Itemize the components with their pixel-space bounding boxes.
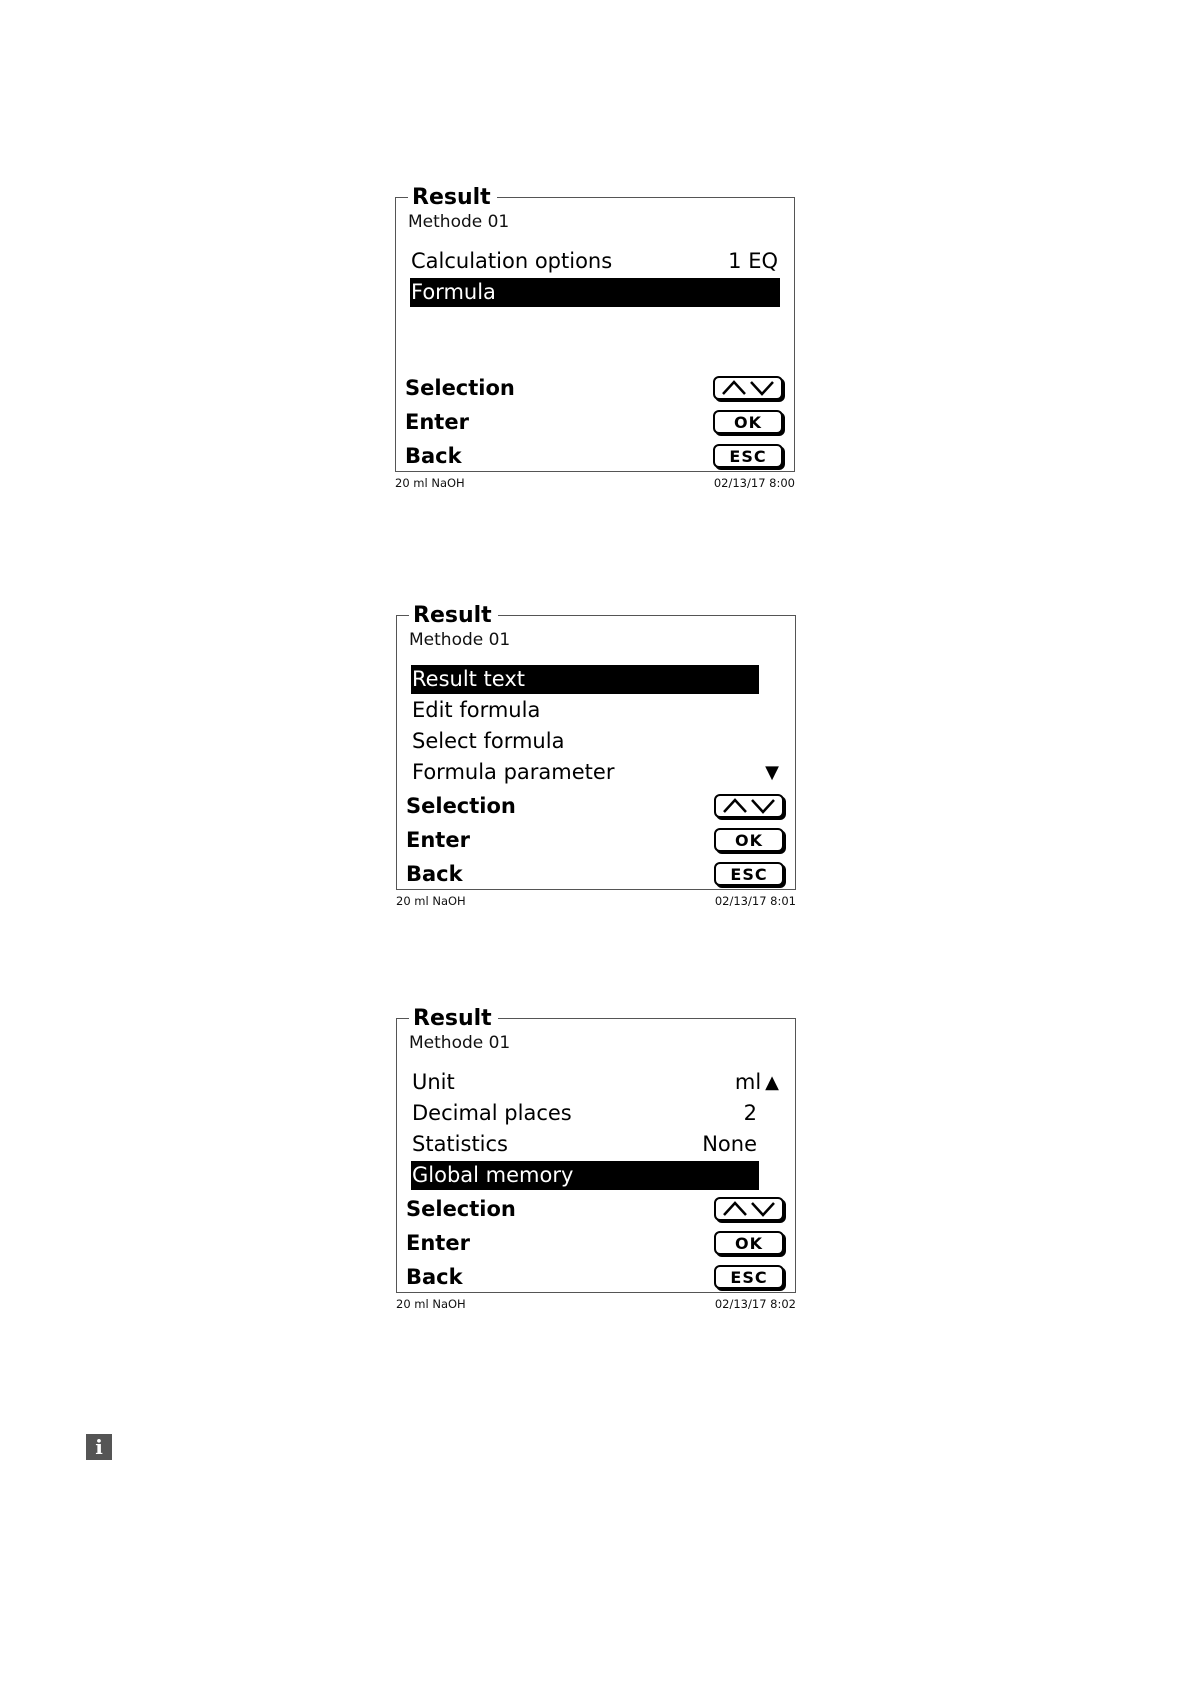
menu-item-decimal-places[interactable] xyxy=(411,1099,759,1128)
back-label: Back xyxy=(406,862,463,886)
status-bar xyxy=(396,1297,796,1311)
timestamp: 02/13/17 8:01 xyxy=(714,894,796,908)
reagent-status: 20 ml NaOH xyxy=(396,1297,466,1311)
menu-item-label: Unit xyxy=(412,1070,455,1094)
enter-control xyxy=(405,407,787,437)
status-bar xyxy=(396,894,796,908)
enter-label: Enter xyxy=(406,828,470,852)
timestamp: 02/13/17 8:02 xyxy=(714,1297,796,1311)
menu-item-label: Statistics xyxy=(412,1132,508,1156)
status-bar xyxy=(395,476,795,490)
scroll-down-icon: ▼ xyxy=(765,762,779,783)
screen-title: Result xyxy=(408,185,497,211)
up-down-arrows-icon xyxy=(720,379,776,397)
timestamp: 02/13/17 8:00 xyxy=(713,476,795,490)
ok-key[interactable]: OK xyxy=(714,828,784,852)
selection-label: Selection xyxy=(406,794,516,818)
info-icon: i xyxy=(86,1434,112,1460)
selection-control xyxy=(405,373,787,403)
menu-item-value: 2 xyxy=(743,1101,757,1125)
menu-item-formula-parameter[interactable] xyxy=(411,758,781,787)
menu-item-label: Select formula xyxy=(412,729,565,753)
up-down-key[interactable] xyxy=(714,1197,784,1221)
menu-item-label: Formula parameter xyxy=(412,760,615,784)
method-name: Methode 01 xyxy=(408,212,510,232)
esc-key[interactable]: ESC xyxy=(714,1265,784,1289)
back-control xyxy=(406,859,788,889)
reagent-status: 20 ml NaOH xyxy=(395,476,465,490)
menu-item-edit-formula[interactable] xyxy=(411,696,759,725)
menu-item-label: Result text xyxy=(412,667,526,691)
menu-item-label: Decimal places xyxy=(412,1101,572,1125)
ok-key[interactable]: OK xyxy=(714,1231,784,1255)
enter-control xyxy=(406,1228,788,1258)
scroll-up-icon: ▲ xyxy=(765,1072,779,1093)
method-name: Methode 01 xyxy=(409,630,511,650)
menu-item-value: ml xyxy=(734,1070,762,1094)
selection-control xyxy=(406,1194,788,1224)
selection-control xyxy=(406,791,788,821)
menu-item-result-text[interactable] xyxy=(411,665,759,694)
menu-item-label: Formula xyxy=(411,280,496,304)
selection-label: Selection xyxy=(406,1197,516,1221)
menu-item-statistics[interactable] xyxy=(411,1130,759,1159)
method-name: Methode 01 xyxy=(409,1033,511,1053)
menu-item-value: None xyxy=(702,1132,757,1156)
menu-item-unit[interactable] xyxy=(411,1068,781,1097)
menu-item-label: Global memory xyxy=(412,1163,574,1187)
esc-key[interactable]: ESC xyxy=(713,444,783,468)
menu-item-label: Calculation options xyxy=(411,249,613,273)
up-down-arrows-icon xyxy=(721,797,777,815)
menu-item-formula[interactable] xyxy=(410,278,780,307)
menu-item-label: Edit formula xyxy=(412,698,541,722)
up-down-key[interactable] xyxy=(713,376,783,400)
menu-item-value: 1 EQ xyxy=(728,249,778,273)
enter-control xyxy=(406,825,788,855)
back-control xyxy=(405,441,787,471)
esc-key[interactable]: ESC xyxy=(714,862,784,886)
screen-title: Result xyxy=(409,603,498,629)
back-label: Back xyxy=(406,1265,463,1289)
selection-label: Selection xyxy=(405,376,515,400)
enter-label: Enter xyxy=(406,1231,470,1255)
back-label: Back xyxy=(405,444,462,468)
enter-label: Enter xyxy=(405,410,469,434)
screen-title: Result xyxy=(409,1006,498,1032)
back-control xyxy=(406,1262,788,1292)
menu-item-calculation-options[interactable] xyxy=(410,247,780,276)
up-down-arrows-icon xyxy=(721,1200,777,1218)
reagent-status: 20 ml NaOH xyxy=(396,894,466,908)
up-down-key[interactable] xyxy=(714,794,784,818)
menu-item-global-memory[interactable] xyxy=(411,1161,759,1190)
menu-item-value-group xyxy=(735,1068,779,1097)
menu-item-select-formula[interactable] xyxy=(411,727,759,756)
ok-key[interactable]: OK xyxy=(713,410,783,434)
